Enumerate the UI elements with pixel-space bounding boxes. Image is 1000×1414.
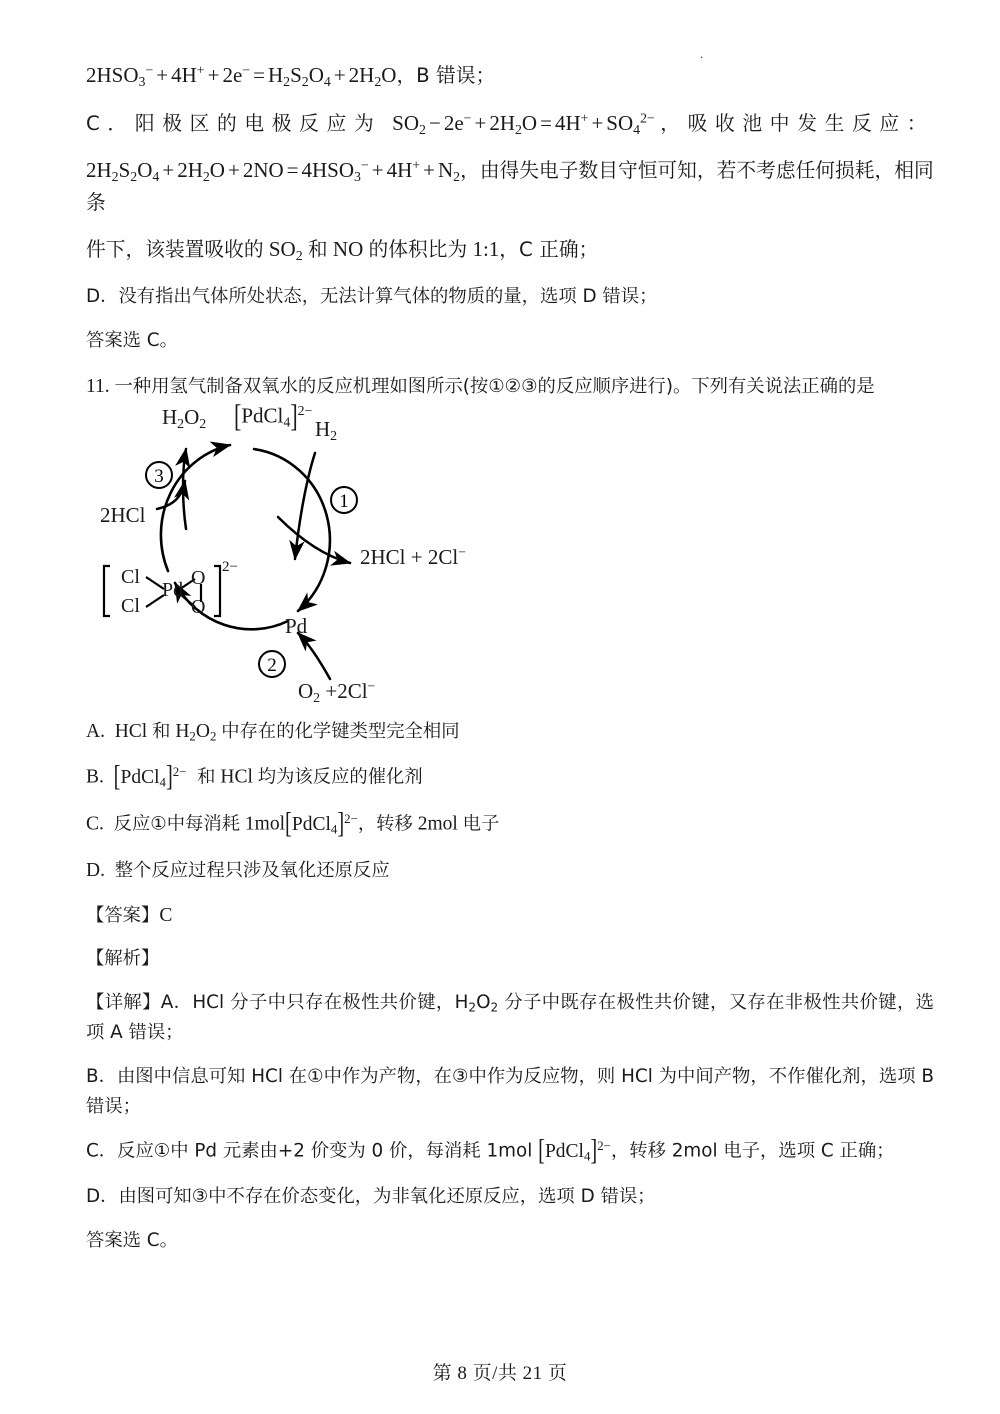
option-a: A. HCl 和 $H_2O_2$ 中存在的化学键类型完全相同: [86, 721, 460, 744]
option-c-prefix: C．阳极区的电极反应为: [86, 111, 382, 135]
q10-answer-line: 答案选 C。: [86, 329, 178, 351]
analysis-label-line: 【解析】: [86, 948, 160, 970]
final-answer: 答案选 C。: [86, 1230, 178, 1252]
label-complex-charge: 2−: [222, 559, 238, 576]
detail-a: 【详解】A．HCl 分子中只存在极性共价键，$H_2O_2$ 分子中既存在极性共价键，又存在非极性共价键，选项 A 错误；: [86, 991, 934, 1043]
cycle-diagram-svg: [102, 411, 532, 711]
label-pdcl4-complex: [PdCl$_4$]$^{2-}$: [234, 397, 313, 434]
detail-b: B．由图中信息可知 HCl 在①中作为产物，在③中作为反应物，则 HCl 为中间产物，不作催化剂，选项 B 错误；: [86, 1066, 934, 1118]
label-complex-cl-bottom: Cl: [121, 595, 140, 618]
answer-line: [86, 901, 934, 930]
question-11-stem: [86, 372, 934, 402]
option-d-explanation: D．没有指出气体所处状态，无法计算气体的物质的量，选项 D 错误；: [86, 285, 658, 307]
page-footer: 第 8 页/共 21 页: [432, 1363, 568, 1384]
detail-d: D．由图可知③中不存在价态变化，为非氧化还原反应，选项 D 错误；: [86, 1186, 656, 1208]
arc-step-3: [161, 445, 230, 571]
option-c-explanation-line2: [86, 155, 934, 218]
option-c-tail-2: 件下，该装置吸收的: [86, 238, 264, 261]
option-c-label: C.: [86, 813, 104, 835]
step-label-3: [146, 462, 172, 488]
page-content: [86, 60, 934, 1271]
answer-label: 【答案】: [86, 905, 160, 927]
detail-c: C．反应①中 Pd 元素由+2 价变为 0 价，每消耗 1mol [PdCl$_4$]$^{2-}$，转移 2mol 电子，选项 C 正确；: [86, 1135, 895, 1168]
answer-value: C: [159, 905, 173, 927]
arrow-o2-in: [298, 633, 330, 679]
option-d-label: D.: [86, 859, 105, 881]
question-11-text: 一种用氢气制备双氧水的反应机理如图所示(按①②③的反应顺序进行)。下列有关说法正确的是: [114, 375, 875, 397]
option-b-label: B.: [86, 767, 104, 788]
label-complex-o-top: O: [191, 567, 206, 590]
label-2hcl-2cl: 2HCl + 2Cl−: [360, 544, 467, 570]
catalytic-cycle-figure: [100, 397, 532, 711]
question-11-number: 11.: [86, 375, 110, 397]
svg-text:1: 1: [339, 491, 349, 513]
label-o2-2cl: $O_2 +2Cl^-$: [298, 678, 376, 706]
option-c-tail-text: ，由得失电子数目守恒可知，若不考虑任何损耗，相同条: [86, 159, 934, 214]
option-d: D. 整个反应过程只涉及氧化还原反应: [86, 859, 390, 881]
corner-dot-mark: .: [700, 46, 704, 61]
option-c-explanation-line3: 件下，该装置吸收的 $SO_2$ 和 NO 的体积比为 1:1，C 正确；: [86, 237, 599, 263]
step-label-2: [259, 651, 285, 677]
option-c-mid: ，吸收池中发生反应：: [660, 111, 934, 135]
svg-text:2: 2: [267, 655, 277, 677]
option-c-explanation-line1: [86, 108, 934, 140]
step-label-1: [331, 487, 357, 513]
label-complex-cl-top: Cl: [121, 566, 140, 589]
arrow-h2o2-out: [183, 449, 186, 529]
option-c: C. 反应①中每消耗 1mol[PdCl$_4$]$^{2-}$，转移 2mol 电子: [86, 808, 500, 840]
option-b: B. [PdCl$_4$]$^{2-}$ 和 HCl 均为该反应的催化剂: [86, 761, 423, 794]
equation-b-tail: ，B 错误；: [396, 64, 496, 87]
equation-absorber: $2H_2S_2O_4 + 2H_2O + 2NO = 4HSO_3^- + 4H^+ + N_2$: [86, 157, 461, 184]
label-complex-pd: Pd: [162, 579, 184, 602]
svg-text:3: 3: [154, 466, 164, 488]
label-pd: Pd: [285, 614, 308, 639]
option-a-label: A.: [86, 721, 105, 743]
equation-anode: $SO_2 - 2e^- + 2H_2O = 4H^+ + SO_4^{2-}$: [386, 109, 655, 137]
equation-b: $2HSO_3^- + 4H^+ + 2e^- = H_2S_2O_4 + 2H_2O$: [86, 62, 397, 89]
label-h2: $H_2$: [315, 417, 338, 444]
label-2hcl: 2HCl: [100, 503, 146, 528]
arrow-hcl-2cl-out: [278, 517, 350, 563]
equation-b-line: [86, 60, 934, 92]
label-complex-o-bottom: O: [191, 596, 206, 619]
label-h2o2: $H_2O_2$: [162, 405, 207, 432]
